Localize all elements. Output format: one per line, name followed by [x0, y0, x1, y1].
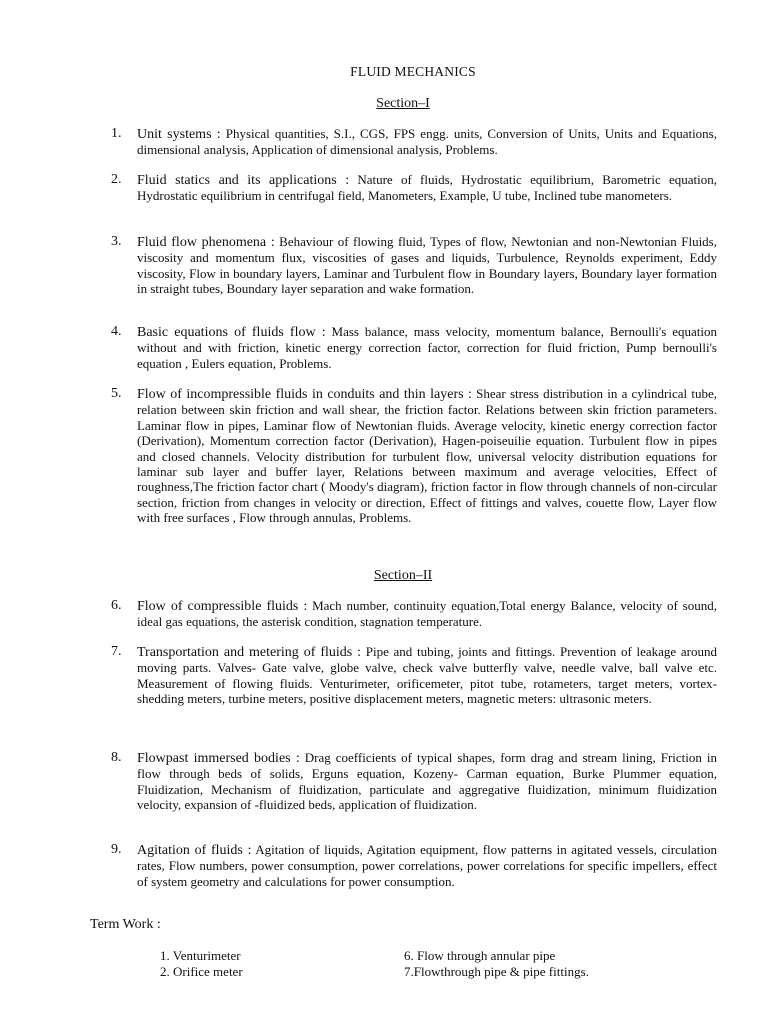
item-text: Shear stress distribution in a cylindrical tube, relation between skin friction and wall shear, the friction factor. Relations between skin friction parameters. Laminar flow in pipes, Laminar flow of Newtonian fluids. Average velocity, kinetic energy correction factor (Derivation), Momentum correction factor (Derivation), Hagen-poiseuilie equation. Turbulent flow in pipes and closed channels. Velocity distribution for turbulent flow, universal velocity distribution equations for laminar sub layer and buffer layer, Relations between maximum and average velocities, Effect of roughness,The friction factor chart ( Moody's diagram), friction factor in flow through channels of non-circular section, friction from changes in velocity or direction, Effect of fittings and valves, couette flow, Layer flow with free surfaces , Flow through annulas, Problems.: [137, 386, 717, 526]
item-number: 3.: [111, 234, 122, 249]
item-heading: Agitation of fluids :: [137, 843, 252, 858]
item-heading: Flow of incompressible fluids in conduits and thin layers :: [137, 387, 472, 402]
item-heading: Flowpast immersed bodies :: [137, 751, 300, 766]
item-number: 9.: [111, 842, 122, 857]
section-2-heading: Section–II: [373, 568, 433, 583]
term-work-list-right: [404, 948, 589, 980]
item-heading: Flow of compressible fluids :: [137, 599, 308, 614]
syllabus-item-3: [111, 234, 717, 297]
syllabus-item-6: [111, 598, 717, 630]
item-number: 8.: [111, 750, 122, 765]
syllabus-item-7: [111, 644, 717, 707]
term-work-item: 2. Orifice meter: [160, 964, 243, 979]
document-title: FLUID MECHANICS: [350, 64, 476, 79]
item-text: Pipe and tubing, joints and fittings. Prevention of leakage around moving parts. Valves- Gate valve, globe valve, check valve butterfly valve, needle valve, ball valve etc. Measurement of flowing fluids. Venturimeter, orificemeter, pitot tube, rotameters, target meters, vortex- shedding meters, turbine meters, positive displacement meters, magnetic meters: ultrasonic meters.: [137, 644, 717, 707]
term-work-item: 6. Flow through annular pipe: [404, 948, 556, 963]
item-number: 5.: [111, 386, 122, 401]
item-text: Nature of fluids, Hydrostatic equilibrium, Barometric equation, Hydrostatic equilibrium in centrifugal field, Manometers, Example, U tube, Inclined tube manometers.: [137, 172, 717, 204]
item-text: Physical quantities, S.I., CGS, FPS engg. units, Conversion of Units, Units and Equations, dimensional analysis, Application of dimensional analysis, Problems.: [137, 126, 717, 158]
item-number: 4.: [111, 324, 122, 339]
syllabus-item-4: [111, 324, 717, 371]
item-heading: Transportation and metering of fluids :: [137, 645, 362, 660]
item-text: Agitation of liquids, Agitation equipment, flow patterns in agitated vessels, circulation rates, Flow numbers, power consumption, power correlations, power correlations for specific impellers, effect of system geometry and calculations for power consumption.: [137, 842, 717, 889]
item-heading: Unit systems :: [137, 127, 221, 142]
syllabus-item-5: [111, 386, 717, 526]
syllabus-item-9: [111, 842, 717, 889]
item-text: Mach number, continuity equation,Total energy Balance, velocity of sound, ideal gas equations, the asterisk condition, stagnation temperature.: [137, 598, 717, 630]
item-text: Drag coefficients of typical shapes, form drag and stream lining, Friction in flow through beds of solids, Erguns equation, Kozeny- Carman equation, Burke Plummer equation, Fluidization, Mechanism of fluidization, particulate and aggregative fluidization, minimum fluidization velocity, expansion of -fluidized beds, application of fluidization.: [137, 750, 717, 813]
section-1-heading: Section–I: [376, 96, 430, 111]
term-work-item: 1. Venturimeter: [160, 948, 241, 963]
syllabus-item-8: [111, 750, 717, 813]
term-work-label: Term Work :: [90, 917, 161, 932]
item-number: 7.: [111, 644, 122, 659]
term-work-list-left: [160, 948, 243, 980]
item-text: Behaviour of flowing fluid, Types of flow, Newtonian and non-Newtonian Fluids, viscosity and momentum flux, viscosities of gases and liquids, Turbulence, Reynolds experiment, Eddy viscosity, Flow in boundary layers, Laminar and Turbulent flow in Boundary layers, Boundary layer formation in straight tubes, Boundary layer separation and wake formation.: [137, 234, 717, 297]
item-number: 1.: [111, 126, 122, 141]
term-work-item: 7.Flowthrough pipe & pipe fittings.: [404, 964, 589, 979]
item-number: 2.: [111, 172, 122, 187]
item-heading: Fluid statics and its applications :: [137, 173, 350, 188]
item-text: Mass balance, mass velocity, momentum balance, Bernoulli's equation without and with friction, kinetic energy correction factor, correction for fluid friction, Pump bernoulli's equation , Eulers equation, Problems.: [137, 324, 717, 371]
item-heading: Fluid flow phenomena :: [137, 235, 275, 250]
item-number: 6.: [111, 598, 122, 613]
syllabus-item-1: [111, 126, 717, 158]
syllabus-item-2: [111, 172, 717, 204]
item-heading: Basic equations of fluids flow :: [137, 325, 326, 340]
